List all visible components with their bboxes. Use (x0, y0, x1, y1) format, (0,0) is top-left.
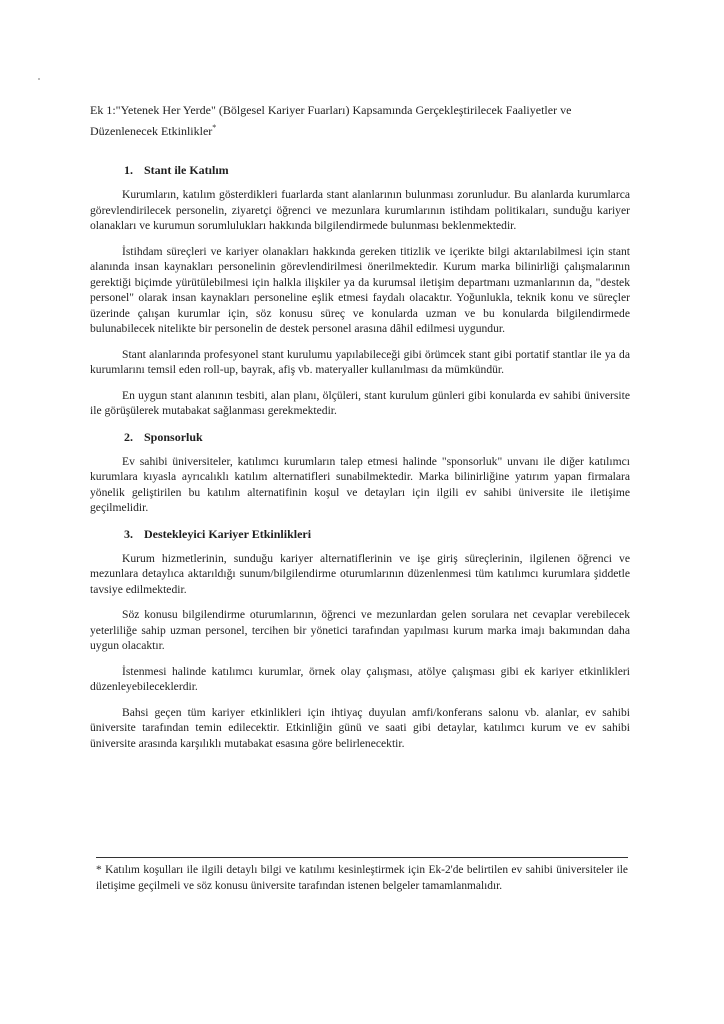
paragraph: Söz konusu bilgilendirme oturumlarının, öğrenci ve mezunlardan gelen sorulara net cevaplar verebilecek yeterliliğe sahip uzman personel, tercihen bir yönetici tarafından yapılması kurum marka imajı bakımından daha uygun olacaktır. (90, 608, 630, 652)
paragraph: Stant alanlarında profesyonel stant kurulumu yapılabileceği gibi örümcek stant gibi portatif stantlar ile ya da kurumlarını temsil eden roll-up, bayrak, afiş vb. materyaller kullanılması da mümkündür. (90, 347, 630, 376)
footnote-divider (96, 857, 628, 858)
section-career-events (90, 526, 630, 752)
paragraph: İstenmesi halinde katılımcı kurumlar, örnek olay çalışması, atölye çalışması gibi ek kariyer etkinlikleri düzenleyebileceklerdir. (90, 664, 630, 693)
section-heading (90, 429, 630, 445)
section-sponsorship (90, 429, 630, 516)
section-number: 2. (124, 429, 133, 444)
footnote: * Katılım koşulları ile ilgili detaylı bilgi ve katılımı kesinleştirmek için Ek-2'de belirtilen ev sahibi üniversiteler ile iletişime geçilmeli ve söz konusu üniversite tarafından istenen belgeler tamamlanmalıdır. (96, 864, 628, 892)
section-title: Destekleyici Kariyer Etkinlikleri (144, 526, 312, 541)
paragraph: Ev sahibi üniversiteler, katılımcı kurumların talep etmesi halinde "sponsorluk" unvanı ile diğer katılımcı kurumlara kıyasla ayrıcalıklı katılım alternatifleri sunabilmektedir. Marka bilinirliğine yatırım yapan firmalara yönelik geliştirilen bu katılım alternatifinin koşul ve detayları için ilgili ev sahibi üniversite ile iletişime geçilmelidir. (90, 454, 630, 514)
section-number: 3. (124, 526, 133, 541)
section-number: 1. (124, 163, 133, 177)
section-heading (90, 162, 630, 178)
section-heading (90, 526, 630, 542)
section-title: Stant ile Katılım (144, 163, 229, 177)
paragraph: Kurum hizmetlerinin, sunduğu kariyer alternatiflerinin ve işe giriş süreçlerinin, ilgilenen öğrenci ve mezunlara detaylıca aktarıldığı sunum/bilgilendirme oturumlarının düzenlenmesi tüm katılımcı kurumlara şiddetle tavsiye edilmektedir. (90, 551, 630, 596)
paragraph: En uygun stant alanının tesbiti, alan planı, ölçüleri, stant kurulum günleri gibi konularda ev sahibi üniversite ile görüşülerek mutabakat sağlanması gerekmektedir. (90, 388, 630, 417)
scan-speck (38, 78, 40, 80)
document-title-text: Ek 1:"Yetenek Her Yerde" (Bölgesel Kariyer Fuarları) Kapsamında Gerçekleştirilecek Faaliyetler ve Düzenlenecek Etkinlikler (90, 103, 572, 138)
paragraph: İstihdam süreçleri ve kariyer olanakları hakkında gereken titizlik ve içerikte bilgi aktarılabilmesi için stant alanında insan kaynakları personelinin görevlendirilmesi önerilmektedir. Kurum marka bilinirliği çalışmalarının gerektiği biçimde yürütülebilmesi için halkla ilişkiler ya da kurumsal iletişim departmanı uzmanlarının da, "destek personel" olarak insan kaynakları personeline eşlik etmesi faydalı olacaktır. Yoğunlukla, teknik konu ve süreçler üzerinde çalışan kurumlar için, söz konusu süreç ve konularda uzman ve bu konularda bilgilendirmede bulunabilecek nitelikte bir personelin de destek personel arasına dâhil edilmesi uygundur. (90, 244, 630, 335)
document-body (90, 162, 630, 761)
section-stand (90, 162, 630, 419)
title-footnote-mark: * (212, 123, 217, 132)
document-title (90, 102, 630, 140)
paragraph: Kurumların, katılım gösterdikleri fuarlarda stant alanlarının bulunması zorunludur. Bu alanlarda kurumlarca görevlendirilecek personelin, ziyaretçi öğrenci ve mezunlara kurumlarının istihdam politikaları, sunduğu kariyer olanakları ve kurumun sorumlulukları hakkında bilgilendirmede bulunması beklenmektedir. (90, 188, 630, 232)
section-title: Sponsorluk (144, 429, 203, 444)
paragraph: Bahsi geçen tüm kariyer etkinlikleri için ihtiyaç duyulan amfi/konferans salonu vb. alanlar, ev sahibi üniversite tarafından temin edilecektir. Etkinliğin günü ve saati gibi detaylar, katılımcı kurum ve ev sahibi üniversite arasında karşılıklı mutabakat esasına göre belirlenecektir. (90, 705, 630, 750)
